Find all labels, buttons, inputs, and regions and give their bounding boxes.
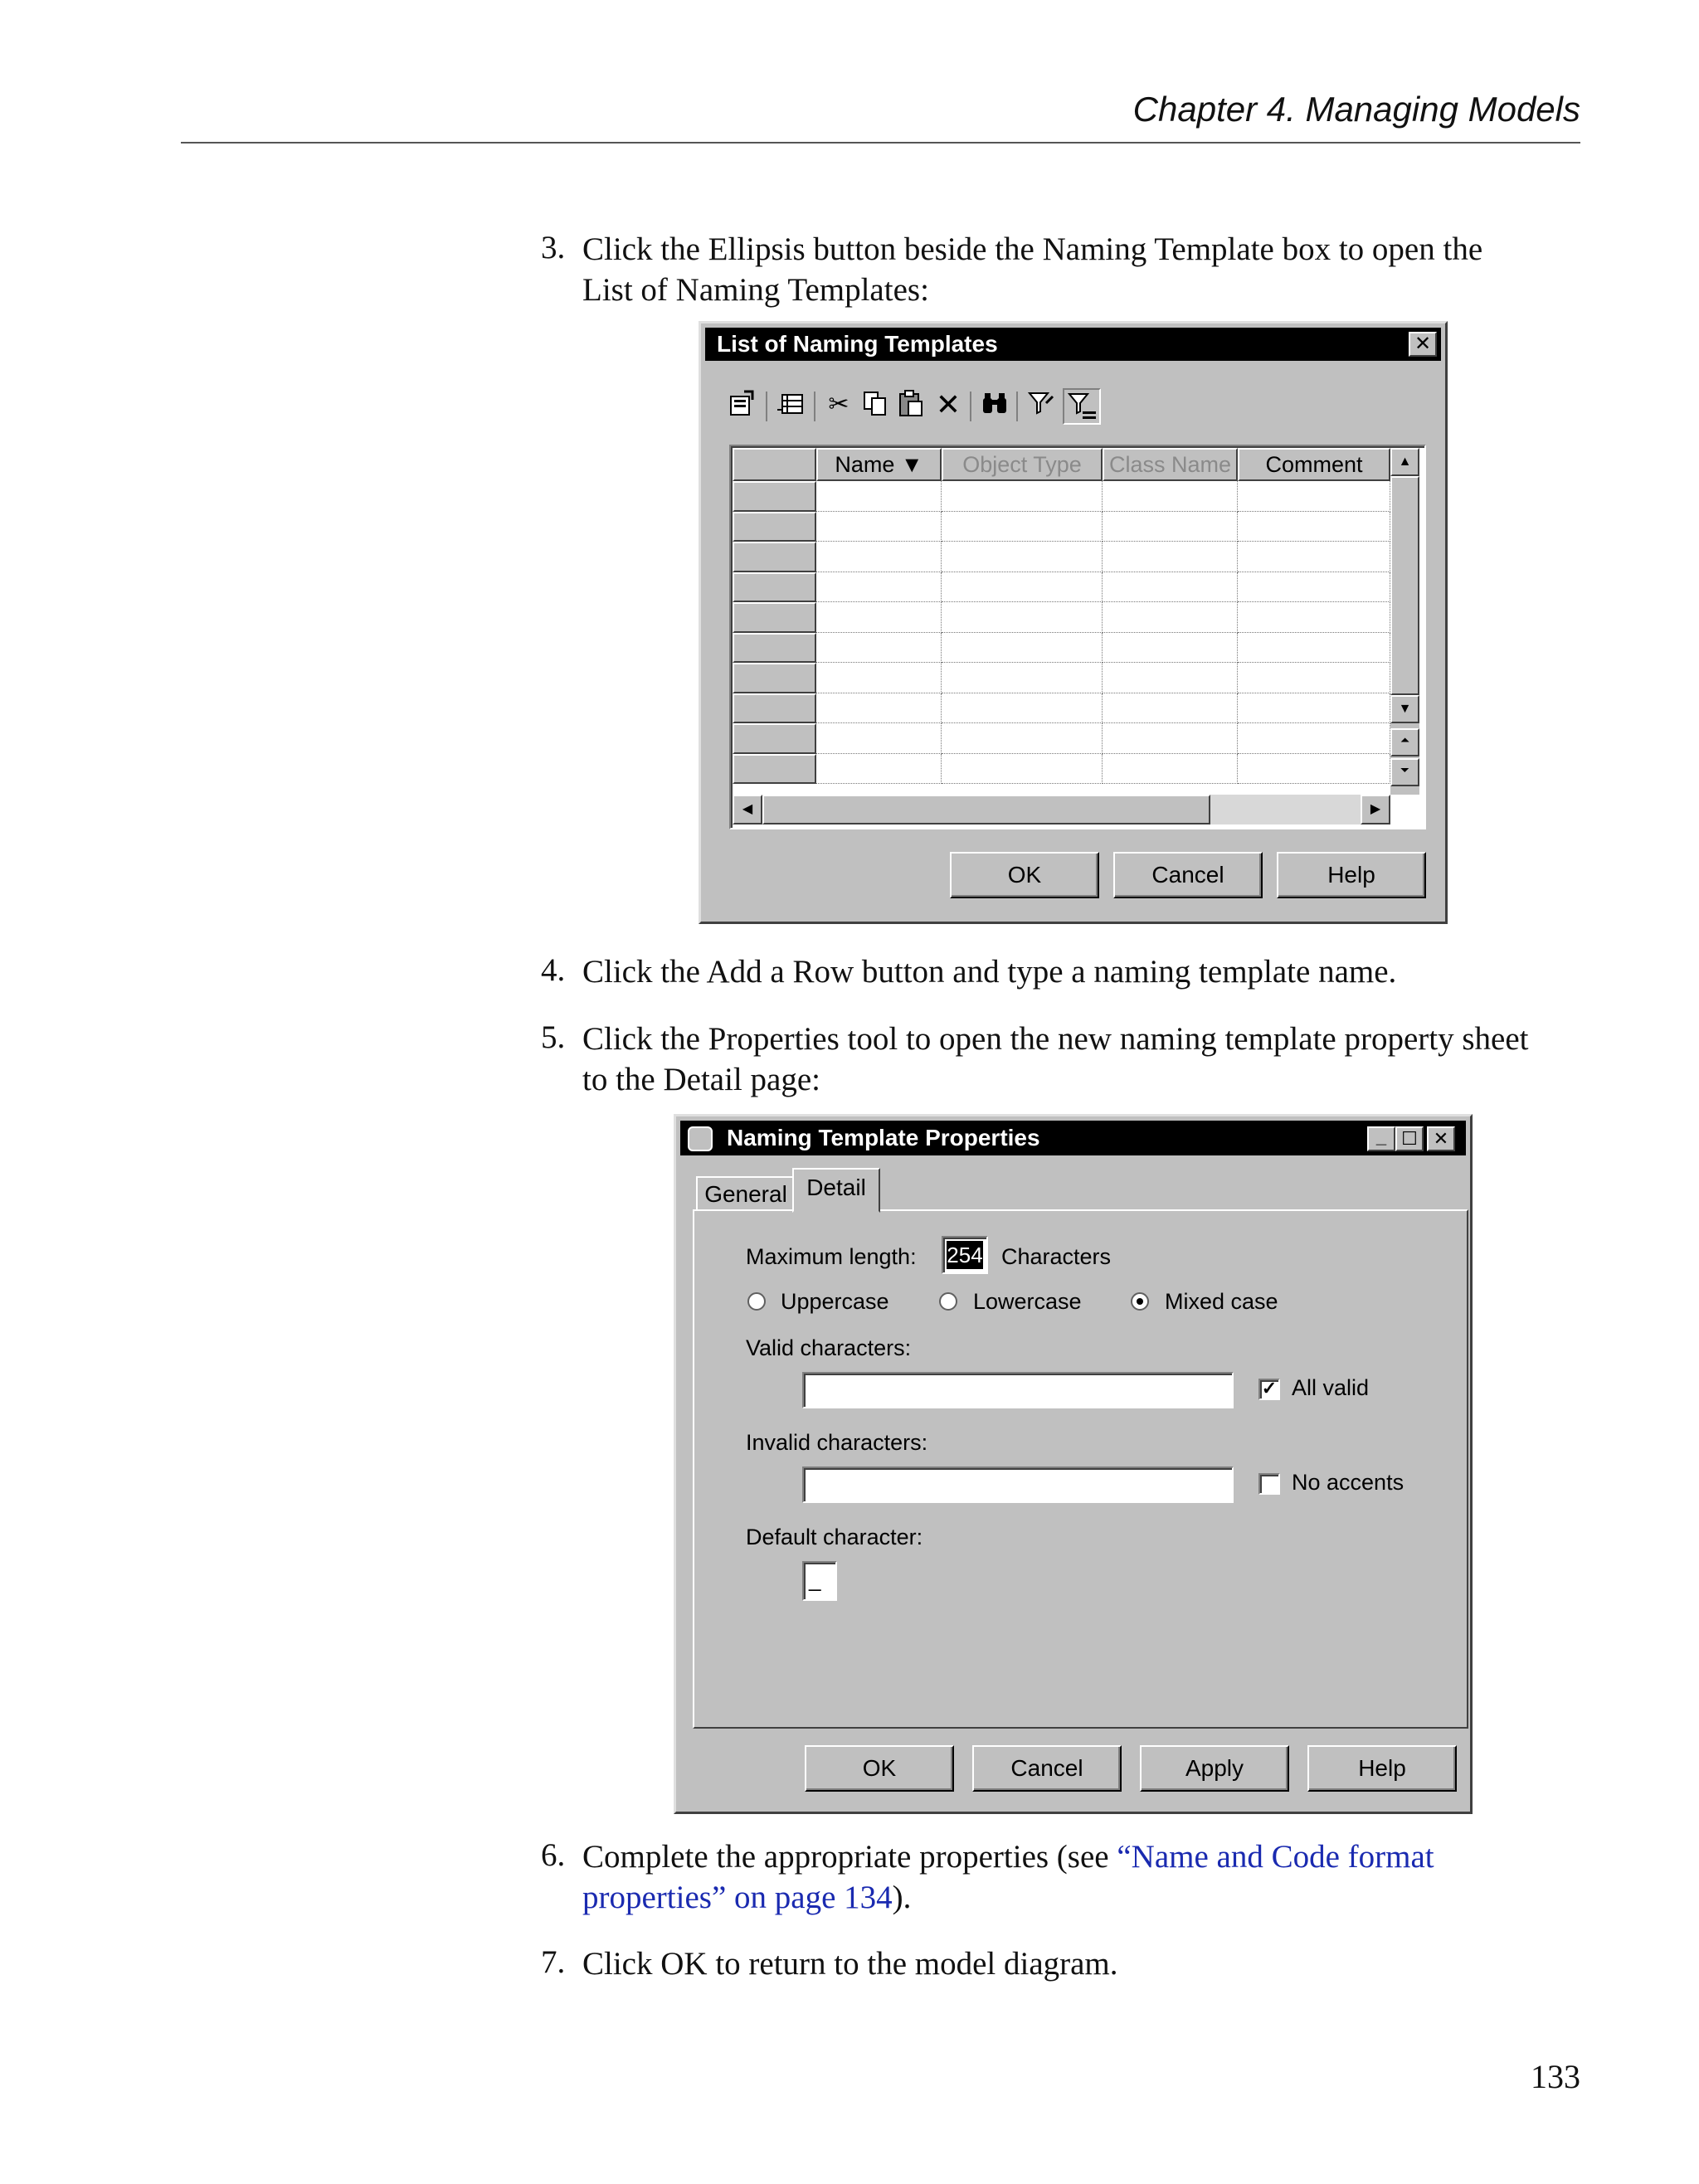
- maximum-length-input[interactable]: 254: [942, 1236, 988, 1274]
- header-rule: [181, 142, 1580, 143]
- grid-cell[interactable]: [816, 512, 942, 542]
- valid-characters-label: Valid characters:: [746, 1335, 912, 1360]
- grid-cell[interactable]: [816, 481, 942, 512]
- column-header-class-name[interactable]: Class Name: [1103, 448, 1238, 481]
- row-header[interactable]: [733, 693, 816, 724]
- grid-cell[interactable]: [1238, 481, 1390, 512]
- row-header[interactable]: [733, 572, 816, 603]
- valid-characters-input[interactable]: [802, 1372, 1234, 1408]
- default-character-input[interactable]: _: [802, 1561, 837, 1601]
- table-row[interactable]: [733, 754, 1390, 785]
- toolbar-separator: [1016, 392, 1018, 421]
- row-header[interactable]: [733, 542, 816, 572]
- all-valid-checkbox[interactable]: [1258, 1379, 1280, 1400]
- list-toolbar: [726, 388, 1190, 425]
- grid-cell[interactable]: [1103, 754, 1238, 785]
- mixed-case-label: Mixed case: [1165, 1289, 1278, 1314]
- step-3-line-2: List of Naming Templates:: [582, 272, 929, 308]
- cancel-button[interactable]: Cancel: [972, 1745, 1122, 1792]
- grid-cell[interactable]: [1103, 602, 1238, 633]
- delete-icon[interactable]: ✕: [935, 388, 961, 421]
- toolbar-separator: [766, 392, 767, 421]
- toolbar-separator: [970, 392, 971, 421]
- grid-cell[interactable]: [1238, 693, 1390, 724]
- grid-cell[interactable]: [1103, 572, 1238, 603]
- table-row[interactable]: [733, 693, 1390, 724]
- row-header[interactable]: [733, 633, 816, 664]
- help-button[interactable]: Help: [1277, 852, 1426, 898]
- step-3-number: 3.: [541, 230, 566, 265]
- grid-cell[interactable]: [1238, 602, 1390, 633]
- grid-cell[interactable]: [942, 633, 1103, 664]
- paste-icon[interactable]: [895, 388, 928, 421]
- step-7-text: Click OK to return to the model diagram.: [582, 1946, 1118, 1982]
- row-header[interactable]: [733, 481, 816, 512]
- step-4-text: Click the Add a Row button and type a naming template name.: [582, 954, 1397, 990]
- scroll-last-button[interactable]: [1390, 758, 1419, 786]
- vertical-scroll-thumb[interactable]: [1390, 476, 1419, 695]
- grid-cell[interactable]: [942, 481, 1103, 512]
- close-icon: ✕: [1414, 333, 1432, 355]
- grid-cell[interactable]: [942, 693, 1103, 724]
- uppercase-radio[interactable]: [747, 1292, 766, 1311]
- grid-cell[interactable]: [1238, 633, 1390, 664]
- tab-detail[interactable]: Detail: [792, 1168, 880, 1213]
- lowercase-label: Lowercase: [973, 1289, 1082, 1314]
- add-row-icon[interactable]: [774, 388, 807, 421]
- find-icon[interactable]: [978, 388, 1011, 421]
- invalid-characters-input[interactable]: [802, 1467, 1234, 1503]
- grid-cell[interactable]: [1103, 663, 1238, 693]
- column-header-object-type[interactable]: Object Type: [942, 448, 1103, 481]
- arrow-down-icon: ▼: [1398, 702, 1412, 716]
- radio-selected-dot: [1137, 1298, 1143, 1305]
- table-row[interactable]: [733, 633, 1390, 664]
- step-5-number: 5.: [541, 1019, 566, 1055]
- default-character-label: Default character:: [746, 1525, 923, 1549]
- arrow-left-icon: ◀: [742, 802, 753, 816]
- grid-cell[interactable]: [816, 663, 942, 693]
- properties-icon[interactable]: [726, 388, 759, 421]
- step-4-number: 4.: [541, 952, 566, 988]
- grid-cell[interactable]: [1238, 663, 1390, 693]
- no-accents-label: No accents: [1292, 1470, 1404, 1495]
- vertical-scrollbar[interactable]: [1390, 448, 1419, 795]
- uppercase-label: Uppercase: [781, 1289, 889, 1314]
- row-header[interactable]: [733, 602, 816, 633]
- row-header[interactable]: [733, 663, 816, 693]
- grid-cell[interactable]: [1103, 723, 1238, 754]
- props-dialog-title: Naming Template Properties: [727, 1125, 1040, 1150]
- horizontal-scrollbar[interactable]: [733, 795, 1390, 824]
- scroll-up-button[interactable]: [1390, 448, 1419, 476]
- grid-cell[interactable]: [816, 754, 942, 785]
- grid-cell[interactable]: [816, 723, 942, 754]
- name-and-code-format-link[interactable]: “Name and Code format: [1117, 1839, 1434, 1875]
- grid-cell[interactable]: [1238, 572, 1390, 603]
- grid-cell[interactable]: [1103, 542, 1238, 572]
- grid-cell[interactable]: [816, 572, 942, 603]
- mixed-case-radio[interactable]: [1131, 1292, 1149, 1311]
- naming-template-properties-dialog: [674, 1114, 1473, 1814]
- table-row[interactable]: [733, 723, 1390, 754]
- close-icon: ✕: [1433, 1128, 1449, 1149]
- step-5-line-1: Click the Properties tool to open the new naming template property sheet: [582, 1021, 1529, 1057]
- first-page-icon: ⏶: [1400, 735, 1410, 747]
- minimize-icon: _: [1375, 1126, 1387, 1147]
- step-3-text: [582, 229, 1482, 310]
- step-7-number: 7.: [541, 1944, 566, 1980]
- close-button[interactable]: [1427, 1126, 1455, 1151]
- checkmark-icon: ✓: [1261, 1378, 1278, 1398]
- grid-cell[interactable]: [942, 754, 1103, 785]
- grid-cell[interactable]: [1238, 512, 1390, 542]
- scroll-down-button[interactable]: [1390, 695, 1419, 723]
- row-header[interactable]: [733, 754, 816, 785]
- grid-cell[interactable]: [816, 542, 942, 572]
- step-6-text: [582, 1836, 1434, 1918]
- name-and-code-format-link-cont[interactable]: properties” on page 134: [582, 1880, 893, 1915]
- grid-rows: [733, 481, 1390, 793]
- row-header[interactable]: [733, 723, 816, 754]
- grid-cell[interactable]: [942, 663, 1103, 693]
- help-button[interactable]: Help: [1307, 1745, 1457, 1792]
- table-row[interactable]: [733, 602, 1390, 633]
- arrow-right-icon: ▶: [1370, 802, 1381, 816]
- filter-icon[interactable]: [1025, 388, 1058, 421]
- grid-cell[interactable]: [816, 633, 942, 664]
- apply-button[interactable]: Apply: [1140, 1745, 1289, 1792]
- grid-cell[interactable]: [816, 693, 942, 724]
- ok-button[interactable]: OK: [805, 1745, 954, 1792]
- table-row[interactable]: [733, 572, 1390, 603]
- grid-cell[interactable]: [816, 602, 942, 633]
- grid-cell[interactable]: [1238, 723, 1390, 754]
- step-3-line-1: Click the Ellipsis button beside the Naming Template box to open the: [582, 231, 1483, 267]
- step-6-text-start: Complete the appropriate properties (see: [582, 1839, 1117, 1875]
- characters-label: Characters: [1001, 1244, 1112, 1269]
- row-header[interactable]: [733, 512, 816, 542]
- step-6-number: 6.: [541, 1837, 566, 1873]
- minimize-button[interactable]: [1367, 1126, 1395, 1151]
- grid-cell[interactable]: [1103, 512, 1238, 542]
- sort-desc-icon: ▼: [900, 452, 923, 477]
- grid-cell[interactable]: [942, 542, 1103, 572]
- table-row[interactable]: [733, 542, 1390, 572]
- chapter-title: Chapter 4. Managing Models: [1132, 90, 1580, 129]
- list-of-naming-templates-dialog: [699, 321, 1448, 924]
- last-page-icon: ⏷: [1400, 765, 1410, 777]
- grid-cell[interactable]: [942, 602, 1103, 633]
- step-5-text: [582, 1019, 1528, 1100]
- scroll-first-button[interactable]: [1390, 728, 1419, 756]
- grid-cell[interactable]: [1238, 542, 1390, 572]
- all-valid-label: All valid: [1292, 1375, 1370, 1400]
- props-dialog-titlebar: [680, 1121, 1466, 1155]
- toolbar-separator: [814, 392, 815, 421]
- ok-button[interactable]: OK: [950, 852, 1099, 898]
- column-header-name[interactable]: Name ▼: [816, 448, 942, 481]
- invalid-characters-label: Invalid characters:: [746, 1430, 928, 1455]
- copy-icon[interactable]: [859, 388, 892, 421]
- naming-templates-grid: [729, 445, 1426, 829]
- column-header-comment[interactable]: Comment: [1238, 448, 1390, 481]
- horizontal-scroll-thumb[interactable]: [762, 795, 1210, 824]
- cancel-button[interactable]: Cancel: [1113, 852, 1263, 898]
- page-number: 133: [1531, 2058, 1580, 2095]
- scroll-right-button[interactable]: [1361, 795, 1390, 824]
- maximum-length-label: Maximum length:: [746, 1244, 917, 1269]
- table-row[interactable]: [733, 663, 1390, 693]
- grid-cell[interactable]: [1103, 633, 1238, 664]
- filter-active-icon[interactable]: [1063, 388, 1101, 425]
- table-row[interactable]: [733, 481, 1390, 512]
- app-icon: [688, 1126, 713, 1151]
- grid-cell[interactable]: [942, 572, 1103, 603]
- grid-cell[interactable]: [1103, 481, 1238, 512]
- grid-cell[interactable]: [942, 723, 1103, 754]
- list-dialog-titlebar: [705, 328, 1441, 361]
- detail-panel: [693, 1209, 1468, 1729]
- scroll-left-button[interactable]: [733, 795, 762, 824]
- grid-cell[interactable]: [1238, 754, 1390, 785]
- grid-cell[interactable]: [1103, 693, 1238, 724]
- table-row[interactable]: [733, 512, 1390, 542]
- grid-corner: [733, 448, 816, 481]
- list-dialog-title: List of Naming Templates: [717, 331, 998, 357]
- step-6-text-end: ).: [892, 1880, 912, 1915]
- no-accents-checkbox[interactable]: [1258, 1473, 1280, 1495]
- grid-cell[interactable]: [942, 512, 1103, 542]
- tab-general[interactable]: General: [696, 1176, 796, 1211]
- maximize-button[interactable]: [1395, 1126, 1424, 1151]
- close-button[interactable]: [1409, 332, 1437, 357]
- step-5-line-2: to the Detail page:: [582, 1062, 820, 1097]
- lowercase-radio[interactable]: [939, 1292, 957, 1311]
- cut-icon[interactable]: ✂: [828, 391, 850, 418]
- arrow-up-icon: ▲: [1398, 455, 1412, 469]
- maximize-icon: ☐: [1401, 1128, 1418, 1149]
